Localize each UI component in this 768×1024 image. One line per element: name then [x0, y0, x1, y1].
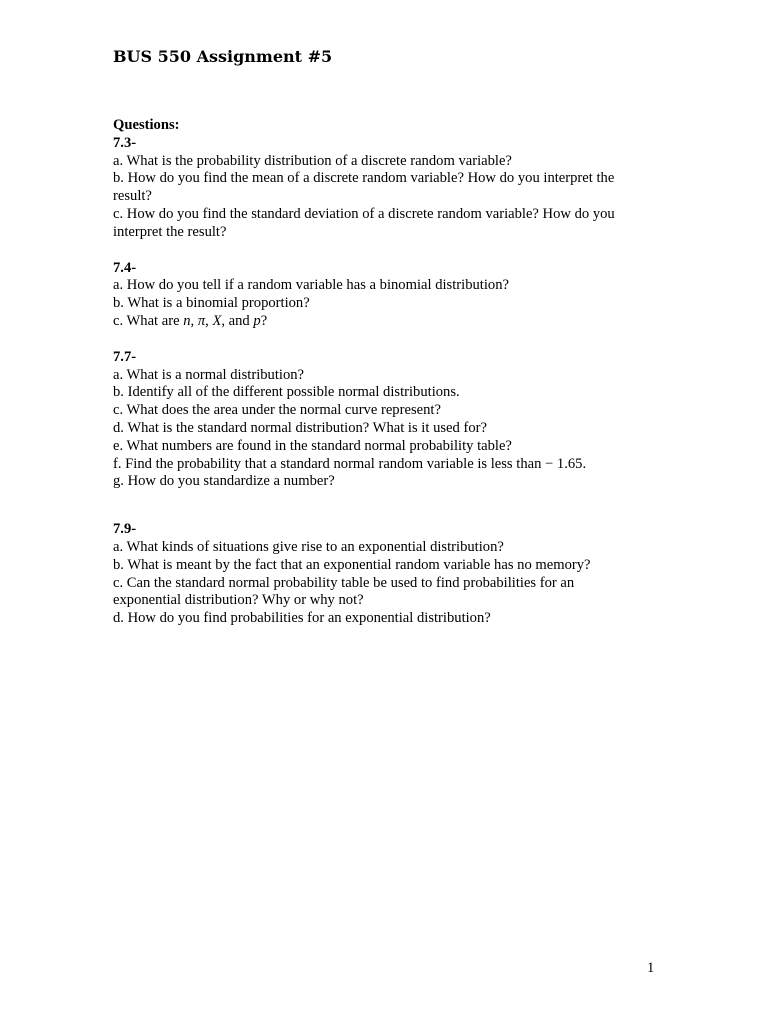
- question-item: d. What is the standard normal distribution? What is it used for?: [113, 419, 487, 436]
- question-item: g. How do you standardize a number?: [113, 473, 335, 490]
- question-item: d. How do you find probabilities for an exponential distribution?: [113, 610, 491, 627]
- question-item-italic-vars: c. What are n, π, X, and p?: [113, 312, 268, 329]
- question-item: c. Can the standard normal probability table be used to find probabilities for an exponential distribution? Why or why not?: [113, 574, 575, 609]
- section-spacer: [113, 331, 643, 349]
- section-number: 7.4-: [113, 259, 137, 276]
- question-item: f. Find the probability that a standard normal random variable is less than − 1.65.: [113, 455, 587, 472]
- section-number: 7.9-: [113, 521, 137, 538]
- section-7-7: [113, 349, 643, 491]
- questions-label: Questions:: [113, 117, 180, 133]
- page-number: 1: [647, 960, 655, 976]
- section-number: 7.7-: [113, 348, 137, 365]
- section-7-9: [113, 521, 643, 628]
- document-body: [113, 117, 643, 628]
- question-item: b. How do you find the mean of a discrete random variable? How do you interpret the result?: [113, 170, 615, 205]
- section-number: 7.3-: [113, 134, 137, 151]
- section-spacer: [113, 491, 643, 521]
- question-item: b. What is meant by the fact that an exponential random variable has no memory?: [113, 556, 591, 573]
- question-item: c. What does the area under the normal curve represent?: [113, 402, 441, 419]
- document-title: BUS 550 Assignment #5: [113, 47, 333, 66]
- section-7-3: [113, 135, 643, 242]
- question-item: a. How do you tell if a random variable has a binomial distribution?: [113, 277, 509, 294]
- question-item: b. Identify all of the different possible normal distributions.: [113, 384, 460, 401]
- question-item: c. How do you find the standard deviation of a discrete random variable? How do you interpret the result?: [113, 205, 615, 240]
- question-item: a. What kinds of situations give rise to an exponential distribution?: [113, 538, 504, 555]
- question-item: a. What is the probability distribution of a discrete random variable?: [113, 152, 512, 169]
- question-item: b. What is a binomial proportion?: [113, 295, 310, 312]
- question-item: e. What numbers are found in the standard normal probability table?: [113, 437, 512, 454]
- section-7-4: [113, 260, 643, 331]
- question-item: a. What is a normal distribution?: [113, 366, 305, 383]
- section-spacer: [113, 242, 643, 260]
